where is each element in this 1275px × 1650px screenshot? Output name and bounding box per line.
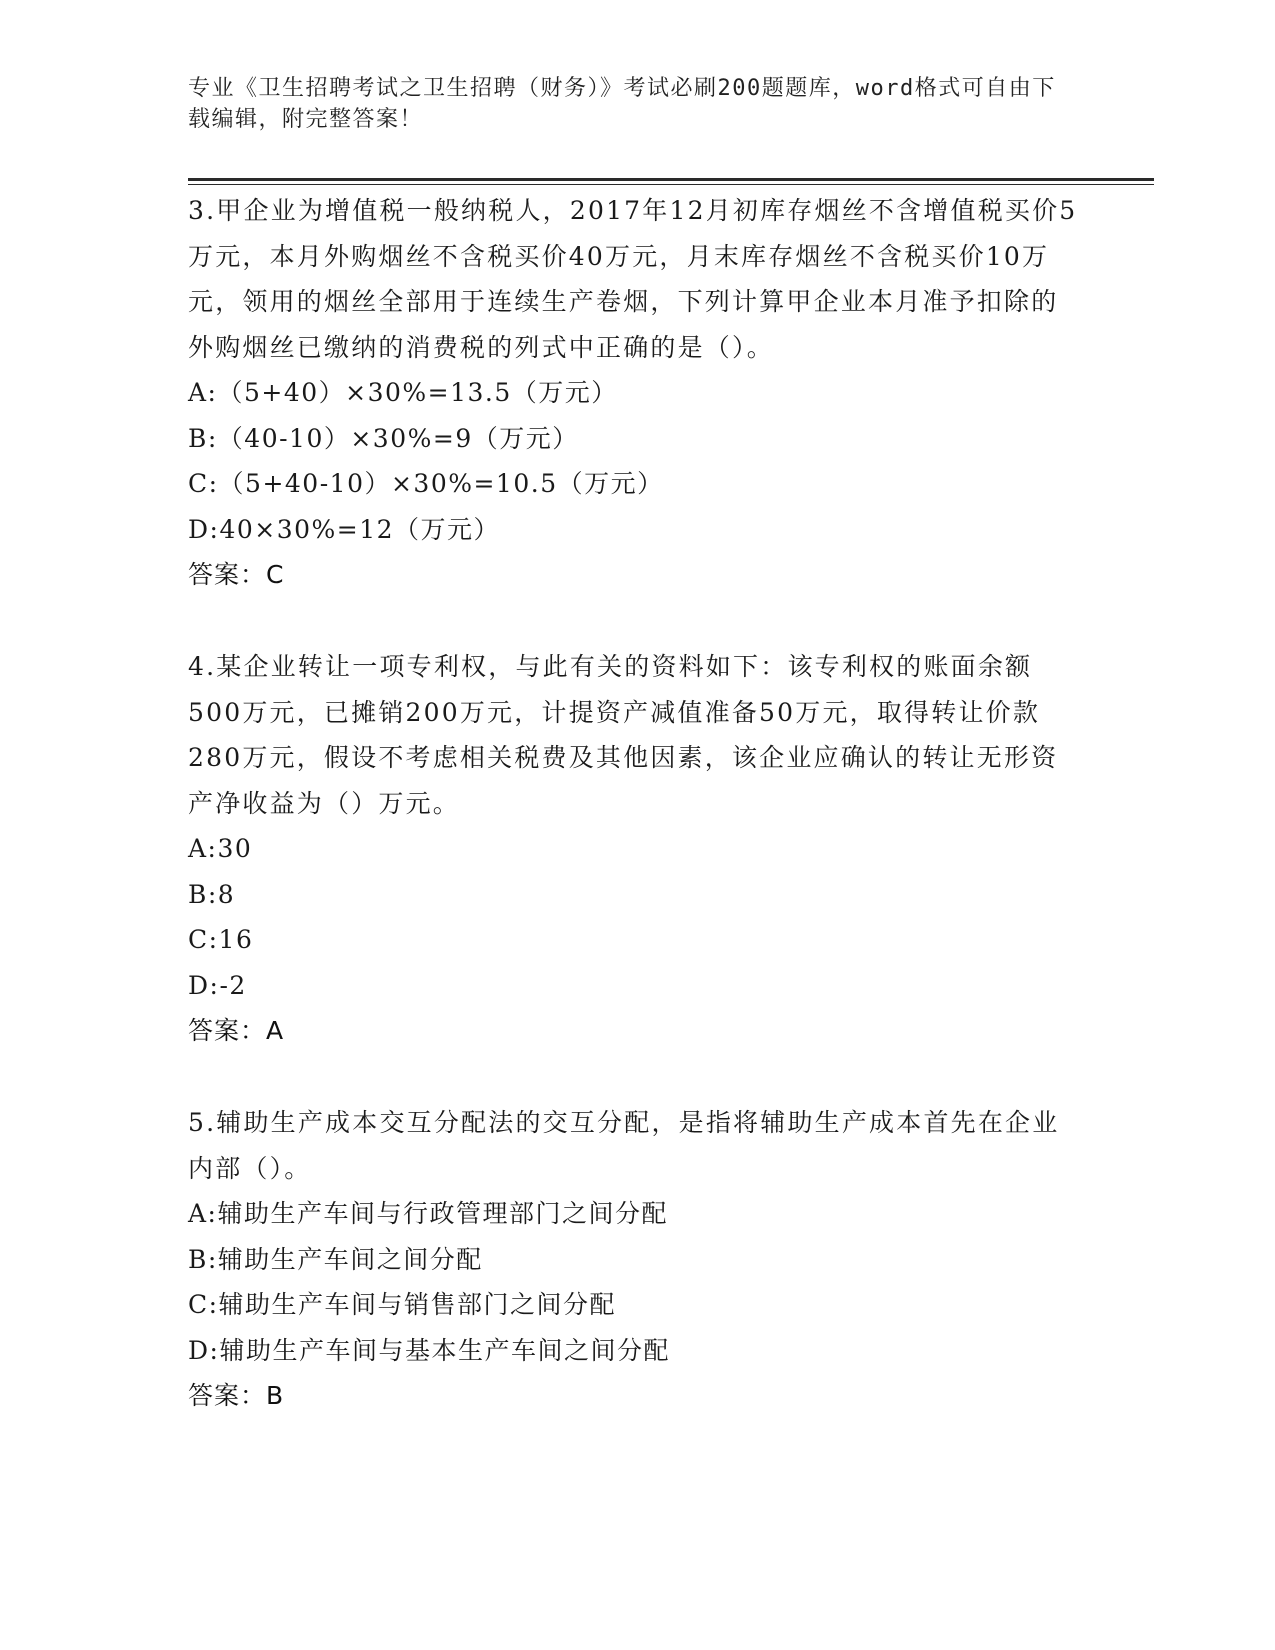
answer: 答案：A	[188, 1016, 285, 1045]
header-divider-thin	[188, 184, 1154, 185]
option-b: B:8	[188, 879, 236, 909]
answer: 答案：C	[188, 560, 285, 589]
answer: 答案：B	[188, 1381, 285, 1410]
option-c: C:辅助生产车间与销售部门之间分配	[188, 1290, 617, 1319]
header-divider-thick	[188, 178, 1154, 181]
question-stem: 3.甲企业为增值税一般纳税人，2017年12月初库存烟丝不含增值税买价5万元，本月外购烟丝不含税买价40万元，月末库存烟丝不含税买价10万元，领用的烟丝全部用于连续生产卷烟，下列计算甲企业本月准予扣除的外购烟丝已缴纳的消费税的列式中正确的是（）。	[188, 196, 1078, 362]
question-5	[188, 1100, 1083, 1419]
question-4	[188, 644, 1083, 1054]
document-header: 专业《卫生招聘考试之卫生招聘（财务）》考试必刷200题题库，word格式可自由下载编辑，附完整答案！	[188, 76, 1056, 132]
option-a: A:30	[188, 834, 253, 863]
option-b: B:（40-10）×30%=9（万元）	[188, 423, 579, 453]
question-stem: 5.辅助生产成本交互分配法的交互分配，是指将辅助生产成本首先在企业内部（）。	[188, 1108, 1060, 1183]
option-a: A:（5+40）×30%=13.5（万元）	[188, 378, 618, 407]
option-a: A:辅助生产车间与行政管理部门之间分配	[188, 1199, 668, 1228]
option-d: D:40×30%=12（万元）	[188, 514, 501, 544]
option-c: C:（5+40-10）×30%=10.5（万元）	[188, 469, 664, 498]
option-c: C:16	[188, 925, 254, 954]
option-d: D:-2	[188, 970, 247, 1000]
question-stem: 4.某企业转让一项专利权，与此有关的资料如下：该专利权的账面余额500万元，已摊销200万元，计提资产减值准备50万元，取得转让价款280万元，假设不考虑相关税费及其他因素，该企业应确认的转让无形资产净收益为（）万元。	[188, 652, 1059, 818]
option-d: D:辅助生产车间与基本生产车间之间分配	[188, 1335, 670, 1365]
question-3	[188, 188, 1083, 598]
option-b: B:辅助生产车间之间分配	[188, 1244, 483, 1274]
